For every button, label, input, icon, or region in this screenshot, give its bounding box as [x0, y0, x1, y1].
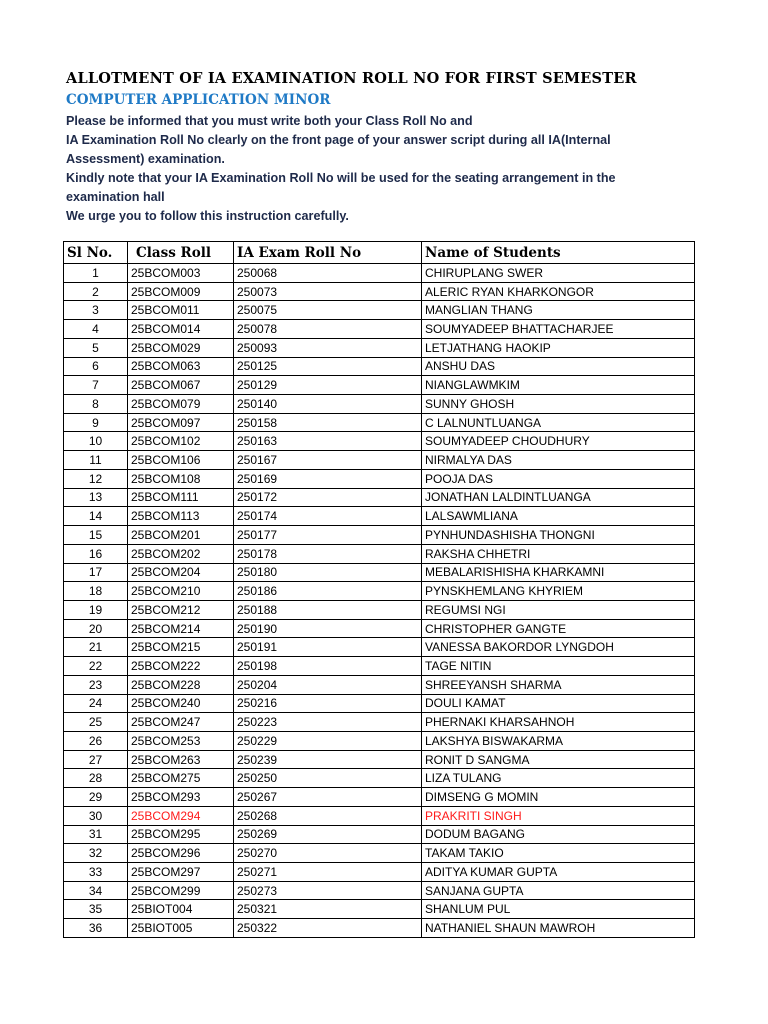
cell-student-name: CHRISTOPHER GANGTE [422, 619, 695, 638]
cell-ia-exam-roll: 250158 [234, 413, 422, 432]
cell-ia-exam-roll: 250180 [234, 563, 422, 582]
cell-class-roll: 25BCOM204 [128, 563, 234, 582]
table-row [64, 600, 695, 619]
cell-sl-no: 22 [64, 657, 128, 676]
cell-student-name: SHREEYANSH SHARMA [422, 675, 695, 694]
cell-sl-no: 20 [64, 619, 128, 638]
table-row [64, 900, 695, 919]
cell-sl-no: 5 [64, 338, 128, 357]
cell-ia-exam-roll: 250078 [234, 320, 422, 339]
cell-sl-no: 15 [64, 526, 128, 545]
instruction-line: IA Examination Roll No clearly on the front page of your answer script during all IA(Internal Assessment) examination. [66, 133, 611, 166]
cell-student-name: TAGE NITIN [422, 657, 695, 676]
cell-ia-exam-roll: 250223 [234, 713, 422, 732]
cell-student-name: RONIT D SANGMA [422, 750, 695, 769]
cell-sl-no: 11 [64, 451, 128, 470]
cell-sl-no: 24 [64, 694, 128, 713]
cell-class-roll: 25BCOM009 [128, 282, 234, 301]
instructions-block [66, 112, 686, 226]
table-row [64, 788, 695, 807]
cell-sl-no: 27 [64, 750, 128, 769]
cell-ia-exam-roll: 250140 [234, 395, 422, 414]
cell-sl-no: 35 [64, 900, 128, 919]
cell-student-name: PYNSKHEMLANG KHYRIEM [422, 582, 695, 601]
table-row [64, 507, 695, 526]
cell-class-roll: 25BCOM212 [128, 600, 234, 619]
table-row [64, 451, 695, 470]
cell-sl-no: 30 [64, 806, 128, 825]
cell-ia-exam-roll: 250322 [234, 919, 422, 938]
table-row [64, 469, 695, 488]
cell-student-name: DIMSENG G MOMIN [422, 788, 695, 807]
cell-ia-exam-roll: 250188 [234, 600, 422, 619]
cell-ia-exam-roll: 250073 [234, 282, 422, 301]
cell-class-roll: 25BCOM215 [128, 638, 234, 657]
cell-class-roll: 25BCOM210 [128, 582, 234, 601]
cell-ia-exam-roll: 250267 [234, 788, 422, 807]
cell-student-name: LALSAWMLIANA [422, 507, 695, 526]
table-row [64, 731, 695, 750]
cell-ia-exam-roll: 250273 [234, 881, 422, 900]
cell-sl-no: 36 [64, 919, 128, 938]
cell-sl-no: 18 [64, 582, 128, 601]
cell-student-name: PHERNAKI KHARSAHNOH [422, 713, 695, 732]
cell-sl-no: 17 [64, 563, 128, 582]
cell-student-name: NIANGLAWMKIM [422, 376, 695, 395]
cell-student-name: C LALNUNTLUANGA [422, 413, 695, 432]
cell-sl-no: 9 [64, 413, 128, 432]
cell-student-name: POOJA DAS [422, 469, 695, 488]
cell-ia-exam-roll: 250169 [234, 469, 422, 488]
table-row [64, 376, 695, 395]
cell-class-roll: 25BCOM294 [128, 806, 234, 825]
table-row [64, 619, 695, 638]
cell-sl-no: 12 [64, 469, 128, 488]
cell-ia-exam-roll: 250186 [234, 582, 422, 601]
table-row [64, 713, 695, 732]
cell-class-roll: 25BCOM296 [128, 844, 234, 863]
cell-student-name: VANESSA BAKORDOR LYNGDOH [422, 638, 695, 657]
cell-sl-no: 21 [64, 638, 128, 657]
instruction-line: Please be informed that you must write both your Class Roll No and [66, 114, 473, 128]
cell-class-roll: 25BCOM214 [128, 619, 234, 638]
cell-sl-no: 19 [64, 600, 128, 619]
cell-class-roll: 25BCOM102 [128, 432, 234, 451]
cell-student-name: JONATHAN LALDINTLUANGA [422, 488, 695, 507]
cell-ia-exam-roll: 250239 [234, 750, 422, 769]
table-row [64, 264, 695, 283]
cell-sl-no: 28 [64, 769, 128, 788]
cell-sl-no: 34 [64, 881, 128, 900]
cell-student-name: MEBALARISHISHA KHARKAMNI [422, 563, 695, 582]
cell-ia-exam-roll: 250216 [234, 694, 422, 713]
table-row [64, 863, 695, 882]
cell-class-roll: 25BCOM063 [128, 357, 234, 376]
cell-sl-no: 14 [64, 507, 128, 526]
cell-sl-no: 3 [64, 301, 128, 320]
cell-class-roll: 25BCOM240 [128, 694, 234, 713]
table-row [64, 544, 695, 563]
cell-sl-no: 10 [64, 432, 128, 451]
cell-sl-no: 1 [64, 264, 128, 283]
instruction-line: We urge you to follow this instruction carefully. [66, 209, 349, 223]
cell-ia-exam-roll: 250229 [234, 731, 422, 750]
table-row [64, 675, 695, 694]
cell-class-roll: 25BCOM097 [128, 413, 234, 432]
cell-ia-exam-roll: 250075 [234, 301, 422, 320]
cell-class-roll: 25BCOM011 [128, 301, 234, 320]
cell-ia-exam-roll: 250321 [234, 900, 422, 919]
cell-class-roll: 25BCOM003 [128, 264, 234, 283]
table-header-row [64, 242, 695, 264]
cell-student-name: NIRMALYA DAS [422, 451, 695, 470]
instruction-line: Kindly note that your IA Examination Roll No will be used for the seating arrangement in the examination hall [66, 171, 616, 204]
cell-student-name: SOUMYADEEP BHATTACHARJEE [422, 320, 695, 339]
table-row [64, 750, 695, 769]
cell-ia-exam-roll: 250068 [234, 264, 422, 283]
cell-ia-exam-roll: 250125 [234, 357, 422, 376]
cell-student-name: SANJANA GUPTA [422, 881, 695, 900]
cell-ia-exam-roll: 250268 [234, 806, 422, 825]
table-row [64, 769, 695, 788]
cell-class-roll: 25BCOM297 [128, 863, 234, 882]
table-row [64, 301, 695, 320]
table-row [64, 694, 695, 713]
document-title: ALLOTMENT OF IA EXAMINATION ROLL NO FOR FIRST SEMESTER [66, 70, 637, 87]
roll-number-table [63, 241, 695, 938]
table-row [64, 357, 695, 376]
table-row [64, 657, 695, 676]
document-subtitle: COMPUTER APPLICATION MINOR [66, 92, 331, 108]
table-row [64, 844, 695, 863]
cell-student-name: CHIRUPLANG SWER [422, 264, 695, 283]
cell-sl-no: 31 [64, 825, 128, 844]
cell-ia-exam-roll: 250163 [234, 432, 422, 451]
cell-ia-exam-roll: 250190 [234, 619, 422, 638]
cell-class-roll: 25BCOM108 [128, 469, 234, 488]
cell-student-name: LIZA TULANG [422, 769, 695, 788]
cell-student-name: NATHANIEL SHAUN MAWROH [422, 919, 695, 938]
cell-student-name: PYNHUNDASHISHA THONGNI [422, 526, 695, 545]
cell-ia-exam-roll: 250178 [234, 544, 422, 563]
cell-student-name: REGUMSI NGI [422, 600, 695, 619]
cell-sl-no: 26 [64, 731, 128, 750]
cell-student-name: ADITYA KUMAR GUPTA [422, 863, 695, 882]
table-row [64, 638, 695, 657]
table-row [64, 825, 695, 844]
cell-student-name: PRAKRITI SINGH [422, 806, 695, 825]
table-row [64, 338, 695, 357]
cell-class-roll: 25BCOM247 [128, 713, 234, 732]
cell-student-name: LAKSHYA BISWAKARMA [422, 731, 695, 750]
cell-sl-no: 13 [64, 488, 128, 507]
cell-sl-no: 29 [64, 788, 128, 807]
cell-sl-no: 23 [64, 675, 128, 694]
cell-class-roll: 25BCOM079 [128, 395, 234, 414]
cell-sl-no: 16 [64, 544, 128, 563]
table-row [64, 563, 695, 582]
cell-class-roll: 25BCOM293 [128, 788, 234, 807]
cell-class-roll: 25BCOM111 [128, 488, 234, 507]
cell-student-name: DODUM BAGANG [422, 825, 695, 844]
cell-sl-no: 25 [64, 713, 128, 732]
cell-sl-no: 33 [64, 863, 128, 882]
cell-ia-exam-roll: 250177 [234, 526, 422, 545]
cell-class-roll: 25BCOM275 [128, 769, 234, 788]
cell-class-roll: 25BCOM201 [128, 526, 234, 545]
cell-ia-exam-roll: 250204 [234, 675, 422, 694]
table-row [64, 395, 695, 414]
cell-sl-no: 4 [64, 320, 128, 339]
cell-ia-exam-roll: 250174 [234, 507, 422, 526]
cell-class-roll: 25BIOT005 [128, 919, 234, 938]
cell-class-roll: 25BCOM299 [128, 881, 234, 900]
cell-class-roll: 25BCOM067 [128, 376, 234, 395]
cell-ia-exam-roll: 250269 [234, 825, 422, 844]
cell-sl-no: 6 [64, 357, 128, 376]
cell-sl-no: 8 [64, 395, 128, 414]
cell-sl-no: 7 [64, 376, 128, 395]
cell-ia-exam-roll: 250129 [234, 376, 422, 395]
table-body [64, 264, 695, 938]
cell-student-name: ANSHU DAS [422, 357, 695, 376]
table-row [64, 432, 695, 451]
cell-class-roll: 25BCOM014 [128, 320, 234, 339]
cell-ia-exam-roll: 250198 [234, 657, 422, 676]
cell-class-roll: 25BCOM029 [128, 338, 234, 357]
cell-class-roll: 25BCOM202 [128, 544, 234, 563]
cell-class-roll: 25BCOM222 [128, 657, 234, 676]
cell-student-name: SOUMYADEEP CHOUDHURY [422, 432, 695, 451]
cell-student-name: LETJATHANG HAOKIP [422, 338, 695, 357]
table-row [64, 488, 695, 507]
cell-student-name: DOULI KAMAT [422, 694, 695, 713]
cell-student-name: TAKAM TAKIO [422, 844, 695, 863]
table-row [64, 526, 695, 545]
table-row [64, 413, 695, 432]
header-sl-no: Sl No. [64, 242, 128, 264]
cell-ia-exam-roll: 250250 [234, 769, 422, 788]
cell-student-name: SUNNY GHOSH [422, 395, 695, 414]
cell-class-roll: 25BCOM253 [128, 731, 234, 750]
cell-ia-exam-roll: 250271 [234, 863, 422, 882]
cell-student-name: MANGLIAN THANG [422, 301, 695, 320]
cell-ia-exam-roll: 250167 [234, 451, 422, 470]
cell-class-roll: 25BCOM295 [128, 825, 234, 844]
cell-sl-no: 2 [64, 282, 128, 301]
cell-class-roll: 25BCOM106 [128, 451, 234, 470]
header-student-name: Name of Students [422, 242, 695, 264]
table-row [64, 806, 695, 825]
cell-class-roll: 25BCOM263 [128, 750, 234, 769]
table-row [64, 881, 695, 900]
cell-ia-exam-roll: 250093 [234, 338, 422, 357]
cell-class-roll: 25BCOM228 [128, 675, 234, 694]
cell-student-name: ALERIC RYAN KHARKONGOR [422, 282, 695, 301]
table-row [64, 320, 695, 339]
header-class-roll: Class Roll [128, 242, 234, 264]
table-row [64, 282, 695, 301]
cell-sl-no: 32 [64, 844, 128, 863]
cell-ia-exam-roll: 250270 [234, 844, 422, 863]
cell-class-roll: 25BCOM113 [128, 507, 234, 526]
cell-ia-exam-roll: 250172 [234, 488, 422, 507]
cell-student-name: RAKSHA CHHETRI [422, 544, 695, 563]
table-row [64, 919, 695, 938]
cell-ia-exam-roll: 250191 [234, 638, 422, 657]
cell-class-roll: 25BIOT004 [128, 900, 234, 919]
table-row [64, 582, 695, 601]
header-ia-exam-roll: IA Exam Roll No [234, 242, 422, 264]
cell-student-name: SHANLUM PUL [422, 900, 695, 919]
